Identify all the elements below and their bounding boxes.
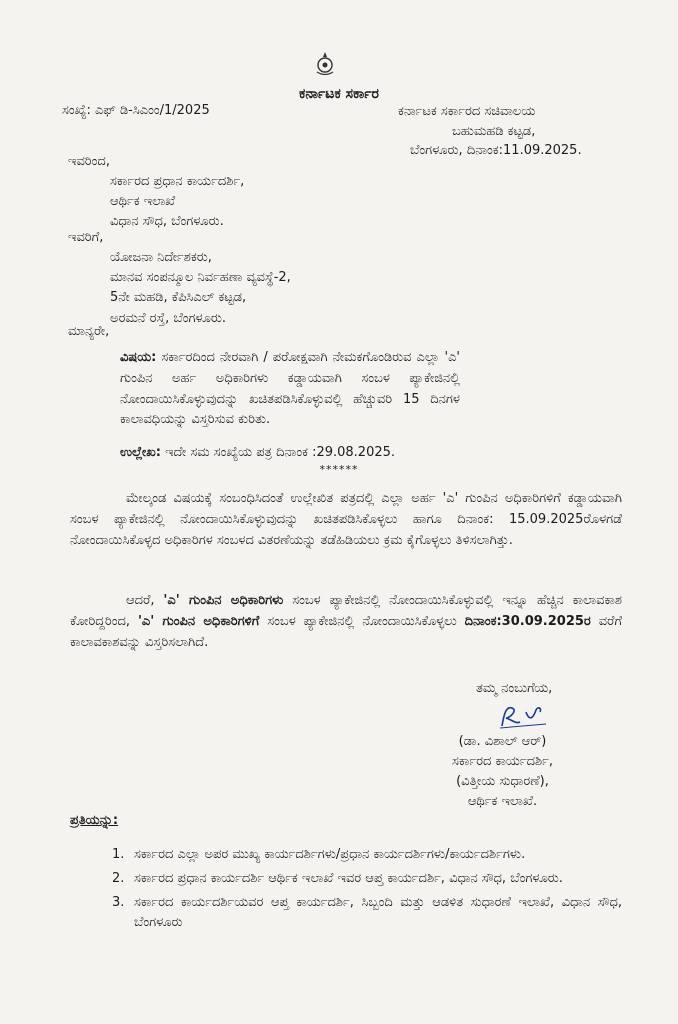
salutation: ಮಾನ್ಯರೇ, [68,324,110,339]
reference-line [120,444,395,463]
government-title: ಕರ್ನಾಟಕ ಸರ್ಕಾರ [299,86,379,102]
list-item-text: ಸರ್ಕಾರದ ಪ್ರಧಾನ ಕಾರ್ಯದರ್ಶಿ ಆರ್ಥಿಕ ಇಲಾಖೆ ಇವರ ಆಪ್ತ ಕಾರ್ಯದರ್ಶಿ, ವಿಧಾನ ಸೌಧ, ಬೆಂಗಳೂರು. [134,870,563,886]
closing: ತಮ್ಮ ನಂಬುಗೆಯ, [476,681,553,696]
signatory-block [452,732,553,813]
list-item [112,869,622,890]
reference-label: ಉಲ್ಲೇಖ: [120,445,161,460]
signatory-department: ಆರ್ಥಿಕ ಇಲಾಖೆ. [467,794,538,810]
reference-text: ಇದೇ ಸಮ ಸಂಖ್ಯೆಯ ಪತ್ರ ದಿನಾಂಕ :29.08.2025. [165,445,396,460]
office-line-1: ಕರ್ನಾಟಕ ಸರ್ಕಾರದ ಸಚಿವಾಲಯ [398,104,536,119]
list-item-number: 1. [112,847,125,862]
paragraph-1-text: ಮೇಲ್ಕಂಡ ವಿಷಯಕ್ಕೆ ಸಂಬಂಧಿಸಿದಂತೆ ಉಲ್ಲೇಖಿತ ಪತ್ರದಲ್ಲಿ ಎಲ್ಲಾ ಅರ್ಹ 'ಎ' ಗುಂಪಿನ ಅಧಿಕಾರಿಗಳಿಗೆ ಕಡ್ಡಾಯವಾಗಿ ಸಂಬಳ ಪ್ಯಾಕೇಜಿನಲ್ಲಿ ನೋಂದಾಯಿಸಿಕೊಳ್ಳುವುದನ್ನು ಖಚಿತಪಡಿಸಿಕೊಳ್ಳಲು ಹಾಗೂ ದಿನಾಂಕ: 15.09.2025ರೊಳಗಡೆ ನೋಂದಾಯಿಸಿಕೊಳ್ಳದ ಅಧಿಕಾರಿಗಳ ಸಂಬಳದ ವಿತರಣೆಯನ್ನು ತಡೆಹಿಡಿಯಲು ಕ್ರಮ ಕೈಗೊಳ್ಳಲು ತಿಳಿಸಲಾಗಿತ್ತು. [70,491,622,549]
signatory-designation-2: (ವಿತ್ತೀಯ ಸುಧಾರಣೆ), [456,774,549,790]
subject-text: ಸರ್ಕಾರದಿಂದ ನೇರವಾಗಿ / ಪರೋಕ್ಷವಾಗಿ ನೇಮಕಗೊಂಡಿರುವ ಎಲ್ಲಾ 'ಎ' ಗುಂಪಿನ ಅರ್ಹ ಅಧಿಕಾರಿಗಳು ಕಡ್ಡಾಯವಾಗಿ ಸಂಬಳ ಪ್ಯಾಕೇಜಿನಲ್ಲಿ ನೋಂದಾಯಿಸಿಕೊಳ್ಳುವುದನ್ನು ಖಚಿತಪಡಿಸಿಕೊಳ್ಳುವಲ್ಲಿ ಹೆಚ್ಚುವರಿ 15 ದಿನಗಳ ಕಾಲಾವಧಿಯನ್ನು ವಿಸ್ತರಿಸುವ ಕುರಿತು. [120,350,460,428]
paragraph-1 [70,488,622,551]
to-label: ಇವರಿಗೆ, [68,230,104,245]
from-block [68,152,244,233]
para2-part-1: ಆದರೆ, [126,593,164,608]
copy-to-list [112,845,622,937]
list-item [112,845,622,866]
list-item [112,893,622,935]
to-line-3: 5ನೇ ಮಹಡಿ, ಕೆಪಿಸಿಎಲ್ ಕಟ್ಟಡ, [110,290,247,306]
para2-bold-3: ದಿನಾಂಕ:30.09.2025ರ [464,614,591,630]
to-line-2: ಮಾನವ ಸಂಪನ್ಮೂಲ ನಿರ್ವಹಣಾ ವ್ಯವಸ್ಥೆ-2, [110,270,291,286]
list-item-number: 2. [112,870,125,886]
para2-part-2: ಸಂಬಳ ಪ್ಯಾಕೇಜಿನಲ್ಲಿ ನೋಂದಾಯಿಸಿಕೊಳ್ಳುವಲ್ಲಿ ಇನ್ನೂ ಹೆಚ್ಚಿನ ಕಾಲಾವಕಾಶ ಕೋರಿದ್ದರಿಂದ, [70,593,623,630]
signatory-designation-1: ಸರ್ಕಾರದ ಕಾರ್ಯದರ್ಶಿ, [452,754,553,770]
separator: ****** [319,463,359,476]
list-item-text: ಸರ್ಕಾರದ ಕಾರ್ಯದರ್ಶಿಯವರ ಆಪ್ತ ಕಾರ್ಯದರ್ಶಿ, ಸಿಬ್ಬಂದಿ ಮತ್ತು ಆಡಳಿತ ಸುಧಾರಣೆ ಇಲಾಖೆ, ವಿಧಾನ ಸೌಧ, ಬೆಂಗಳೂರು [134,894,622,931]
from-line-3: ವಿಧಾನ ಸೌಧ, ಬೆಂಗಳೂರು. [110,214,224,230]
to-line-1: ಯೋಜನಾ ನಿರ್ದೇಶಕರು, [110,250,212,266]
list-item-number: 3. [112,894,125,910]
to-line-4: ಅರಮನೆ ರಸ್ತೆ, ಬೆಂಗಳೂರು. [110,310,227,326]
office-date: ಬೆಂಗಳೂರು, ದಿನಾಂಕ:11.09.2025. [410,143,582,158]
from-label: ಇವರಿಂದ, [68,154,110,169]
from-line-1: ಸರ್ಕಾರದ ಪ್ರಧಾನ ಕಾರ್ಯದರ್ಶಿ, [110,174,245,190]
subject-block [120,348,460,431]
signature-mark [496,700,558,732]
office-line-2: ಬಹುಮಹಡಿ ಕಟ್ಟಡ, [452,123,536,139]
para2-bold-1: 'ಎ' ಗುಂಪಿನ ಅಧಿಕಾರಿಗಳು [163,593,284,608]
signatory-name: (ಡಾ. ವಿಶಾಲ್ ಆರ್) [458,734,547,749]
from-line-2: ಆರ್ಥಿಕ ಇಲಾಖೆ [110,194,176,210]
list-item-text: ಸರ್ಕಾರದ ಎಲ್ಲಾ ಅಪರ ಮುಖ್ಯ ಕಾರ್ಯದರ್ಶಿಗಳು/ಪ್ರಧಾನ ಕಾರ್ಯದರ್ಶಿಗಳು/ಕಾರ್ಯದರ್ಶಿಗಳು. [134,847,526,862]
paragraph-2 [70,590,622,653]
office-address [398,102,582,161]
para2-part-4: ವರೆಗೆ ಕಾಲಾವಕಾಶವನ್ನು ವಿಸ್ತರಿಸಲಾಗಿದೆ. [70,614,622,651]
para2-part-3: ಸಂಬಳ ಪ್ಯಾಕೇಜಿನಲ್ಲಿ ನೋಂದಾಯಿಸಿಕೊಳ್ಳಲು [259,614,465,630]
order-number: ಸಂಖ್ಯೆ: ಎಫ್ ಡಿ-ಸಿಎಂಂ/1/2025 [62,103,210,118]
state-emblem-icon [311,50,339,76]
subject-label: ವಿಷಯ: [120,350,157,365]
copy-to-title: ಪ್ರತಿಯನ್ನು: [70,813,119,828]
to-block [68,228,291,329]
para2-bold-2: 'ಎ' ಗುಂಪಿನ ಅಧಿಕಾರಿಗಳಿಗೆ [137,614,260,630]
